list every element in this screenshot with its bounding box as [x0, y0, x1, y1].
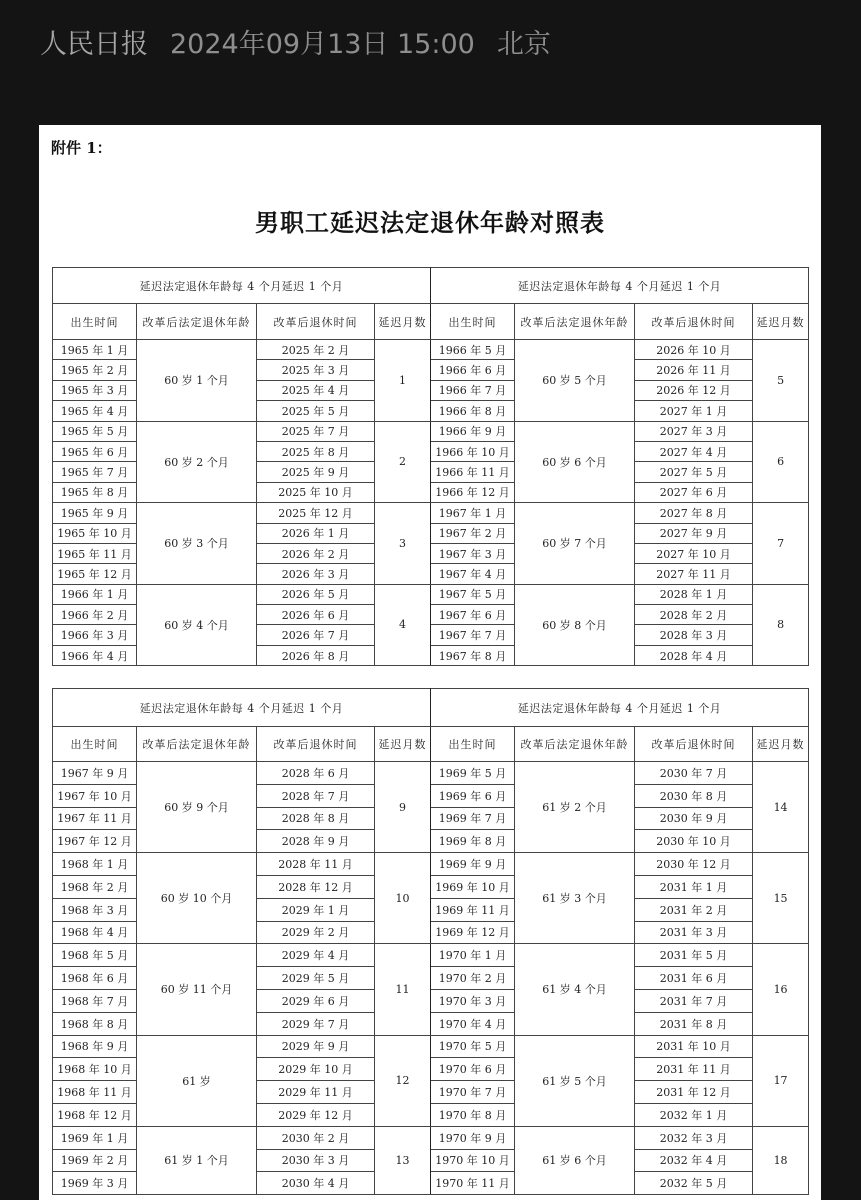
- retirement-time-cell: 2026 年 5 月: [257, 584, 375, 604]
- birth-month-cell: 1968 年 6 月: [53, 967, 137, 990]
- retirement-time-cell: 2026 年 12 月: [635, 380, 753, 400]
- retirement-age-cell: 60 岁 4 个月: [137, 584, 257, 666]
- retirement-age-cell: 60 岁 9 个月: [137, 762, 257, 853]
- retirement-time-cell: 2029 年 6 月: [257, 989, 375, 1012]
- delay-months-cell: 4: [375, 584, 431, 666]
- retirement-time-cell: 2025 年 12 月: [257, 503, 375, 523]
- article-header: [0, 0, 861, 125]
- delay-months-cell: 12: [375, 1035, 431, 1126]
- birth-month-cell: 1970 年 10 月: [431, 1149, 515, 1172]
- retirement-table-1: [52, 267, 808, 666]
- retirement-time-cell: 2032 年 3 月: [635, 1126, 753, 1149]
- table-row: [53, 853, 809, 876]
- retirement-time-cell: 2029 年 2 月: [257, 921, 375, 944]
- birth-month-cell: 1969 年 11 月: [431, 898, 515, 921]
- birth-month-cell: 1968 年 8 月: [53, 1012, 137, 1035]
- retirement-time-cell: 2028 年 6 月: [257, 762, 375, 785]
- retirement-age-cell: 60 岁 3 个月: [137, 503, 257, 585]
- delay-months-cell: 14: [753, 762, 809, 853]
- table-row: [53, 503, 809, 523]
- retirement-time-cell: 2025 年 4 月: [257, 380, 375, 400]
- table-row: [53, 1126, 809, 1149]
- retirement-time-cell: 2031 年 10 月: [635, 1035, 753, 1058]
- table-row: [53, 762, 809, 785]
- retirement-age-cell: 60 岁 1 个月: [137, 340, 257, 422]
- retirement-time-cell: 2028 年 12 月: [257, 875, 375, 898]
- retirement-time-cell: 2027 年 11 月: [635, 564, 753, 584]
- retirement-age-cell: 61 岁 2 个月: [515, 762, 635, 853]
- retirement-time-cell: 2028 年 2 月: [635, 605, 753, 625]
- birth-month-cell: 1969 年 6 月: [431, 784, 515, 807]
- retirement-time-cell: 2026 年 1 月: [257, 523, 375, 543]
- column-header: 改革后退休时间: [257, 727, 375, 762]
- birth-month-cell: 1966 年 5 月: [431, 340, 515, 360]
- retirement-time-cell: 2028 年 8 月: [257, 807, 375, 830]
- retirement-time-cell: 2030 年 12 月: [635, 853, 753, 876]
- retirement-time-cell: 2031 年 1 月: [635, 875, 753, 898]
- birth-month-cell: 1968 年 1 月: [53, 853, 137, 876]
- birth-month-cell: 1967 年 4 月: [431, 564, 515, 584]
- birth-month-cell: 1966 年 8 月: [431, 401, 515, 421]
- publish-time: 2024年09月13日 15:00: [170, 29, 475, 60]
- retirement-time-cell: 2028 年 1 月: [635, 584, 753, 604]
- birth-month-cell: 1968 年 5 月: [53, 944, 137, 967]
- table-row: [53, 584, 809, 604]
- retirement-time-cell: 2031 年 7 月: [635, 989, 753, 1012]
- comparison-table: [52, 267, 809, 666]
- birth-month-cell: 1965 年 2 月: [53, 360, 137, 380]
- birth-month-cell: 1970 年 6 月: [431, 1058, 515, 1081]
- retirement-time-cell: 2028 年 7 月: [257, 784, 375, 807]
- birth-month-cell: 1968 年 4 月: [53, 921, 137, 944]
- column-header: 延迟月数: [375, 727, 431, 762]
- birth-month-cell: 1966 年 1 月: [53, 584, 137, 604]
- retirement-time-cell: 2026 年 3 月: [257, 564, 375, 584]
- delay-months-cell: 6: [753, 421, 809, 503]
- retirement-time-cell: 2028 年 9 月: [257, 830, 375, 853]
- birth-month-cell: 1965 年 3 月: [53, 380, 137, 400]
- column-header: 出生时间: [53, 304, 137, 340]
- birth-month-cell: 1968 年 11 月: [53, 1081, 137, 1104]
- delay-months-cell: 5: [753, 340, 809, 422]
- birth-month-cell: 1970 年 2 月: [431, 967, 515, 990]
- birth-month-cell: 1969 年 12 月: [431, 921, 515, 944]
- source-name[interactable]: 人民日报: [40, 29, 148, 60]
- birth-month-cell: 1965 年 7 月: [53, 462, 137, 482]
- column-header: 改革后退休时间: [257, 304, 375, 340]
- retirement-age-cell: 61 岁 1 个月: [137, 1126, 257, 1194]
- column-header: 改革后法定退休年龄: [515, 304, 635, 340]
- retirement-time-cell: 2025 年 3 月: [257, 360, 375, 380]
- retirement-age-cell: 61 岁 3 个月: [515, 853, 635, 944]
- retirement-time-cell: 2029 年 10 月: [257, 1058, 375, 1081]
- birth-month-cell: 1968 年 12 月: [53, 1103, 137, 1126]
- column-header: 出生时间: [431, 304, 515, 340]
- retirement-time-cell: 2026 年 7 月: [257, 625, 375, 645]
- retirement-time-cell: 2031 年 5 月: [635, 944, 753, 967]
- retirement-time-cell: 2029 年 11 月: [257, 1081, 375, 1104]
- birth-month-cell: 1970 年 5 月: [431, 1035, 515, 1058]
- birth-month-cell: 1970 年 4 月: [431, 1012, 515, 1035]
- retirement-time-cell: 2028 年 4 月: [635, 645, 753, 665]
- publish-location: 北京: [496, 29, 551, 60]
- birth-month-cell: 1966 年 11 月: [431, 462, 515, 482]
- column-header: 改革后退休时间: [635, 727, 753, 762]
- birth-month-cell: 1967 年 10 月: [53, 784, 137, 807]
- delay-months-cell: 17: [753, 1035, 809, 1126]
- retirement-time-cell: 2031 年 11 月: [635, 1058, 753, 1081]
- birth-month-cell: 1966 年 3 月: [53, 625, 137, 645]
- retirement-time-cell: 2028 年 3 月: [635, 625, 753, 645]
- retirement-time-cell: 2026 年 11 月: [635, 360, 753, 380]
- birth-month-cell: 1969 年 7 月: [431, 807, 515, 830]
- birth-month-cell: 1969 年 9 月: [431, 853, 515, 876]
- table-row: [53, 944, 809, 967]
- column-header: 出生时间: [53, 727, 137, 762]
- retirement-age-cell: 60 岁 7 个月: [515, 503, 635, 585]
- delay-months-cell: 13: [375, 1126, 431, 1194]
- retirement-time-cell: 2032 年 4 月: [635, 1149, 753, 1172]
- retirement-time-cell: 2029 年 5 月: [257, 967, 375, 990]
- retirement-age-cell: 61 岁: [137, 1035, 257, 1126]
- birth-month-cell: 1968 年 10 月: [53, 1058, 137, 1081]
- retirement-time-cell: 2027 年 5 月: [635, 462, 753, 482]
- retirement-time-cell: 2027 年 6 月: [635, 482, 753, 502]
- document-image: [39, 125, 821, 1200]
- birth-month-cell: 1966 年 9 月: [431, 421, 515, 441]
- column-header: 延迟月数: [753, 304, 809, 340]
- birth-month-cell: 1968 年 3 月: [53, 898, 137, 921]
- retirement-age-cell: 61 岁 4 个月: [515, 944, 635, 1035]
- retirement-age-cell: 60 岁 5 个月: [515, 340, 635, 422]
- column-header: 延迟月数: [753, 727, 809, 762]
- delay-months-cell: 7: [753, 503, 809, 585]
- birth-month-cell: 1967 年 9 月: [53, 762, 137, 785]
- birth-month-cell: 1965 年 1 月: [53, 340, 137, 360]
- birth-month-cell: 1970 年 3 月: [431, 989, 515, 1012]
- birth-month-cell: 1970 年 7 月: [431, 1081, 515, 1104]
- birth-month-cell: 1970 年 11 月: [431, 1172, 515, 1195]
- group-caption-left: 延迟法定退休年龄每 4 个月延迟 1 个月: [53, 689, 431, 727]
- delay-months-cell: 18: [753, 1126, 809, 1194]
- retirement-time-cell: 2031 年 2 月: [635, 898, 753, 921]
- birth-month-cell: 1967 年 1 月: [431, 503, 515, 523]
- retirement-time-cell: 2030 年 2 月: [257, 1126, 375, 1149]
- birth-month-cell: 1969 年 5 月: [431, 762, 515, 785]
- document-title: 男职工延迟法定退休年龄对照表: [255, 208, 605, 237]
- delay-months-cell: 10: [375, 853, 431, 944]
- birth-month-cell: 1966 年 2 月: [53, 605, 137, 625]
- delay-months-cell: 2: [375, 421, 431, 503]
- birth-month-cell: 1966 年 12 月: [431, 482, 515, 502]
- retirement-time-cell: 2026 年 8 月: [257, 645, 375, 665]
- birth-month-cell: 1966 年 4 月: [53, 645, 137, 665]
- delay-months-cell: 16: [753, 944, 809, 1035]
- retirement-time-cell: 2028 年 11 月: [257, 853, 375, 876]
- column-header: 延迟月数: [375, 304, 431, 340]
- retirement-time-cell: 2030 年 8 月: [635, 784, 753, 807]
- birth-month-cell: 1967 年 11 月: [53, 807, 137, 830]
- birth-month-cell: 1969 年 8 月: [431, 830, 515, 853]
- retirement-time-cell: 2027 年 3 月: [635, 421, 753, 441]
- retirement-time-cell: 2026 年 2 月: [257, 543, 375, 563]
- retirement-time-cell: 2027 年 9 月: [635, 523, 753, 543]
- birth-month-cell: 1967 年 3 月: [431, 543, 515, 563]
- birth-month-cell: 1966 年 10 月: [431, 441, 515, 461]
- birth-month-cell: 1965 年 11 月: [53, 543, 137, 563]
- retirement-time-cell: 2026 年 6 月: [257, 605, 375, 625]
- retirement-time-cell: 2025 年 9 月: [257, 462, 375, 482]
- birth-month-cell: 1966 年 7 月: [431, 380, 515, 400]
- birth-month-cell: 1965 年 8 月: [53, 482, 137, 502]
- table-row: [53, 340, 809, 360]
- retirement-time-cell: 2031 年 3 月: [635, 921, 753, 944]
- column-header: 出生时间: [431, 727, 515, 762]
- delay-months-cell: 3: [375, 503, 431, 585]
- retirement-time-cell: 2027 年 4 月: [635, 441, 753, 461]
- retirement-time-cell: 2026 年 10 月: [635, 340, 753, 360]
- retirement-time-cell: 2029 年 1 月: [257, 898, 375, 921]
- birth-month-cell: 1965 年 4 月: [53, 401, 137, 421]
- retirement-time-cell: 2031 年 12 月: [635, 1081, 753, 1104]
- retirement-age-cell: 60 岁 8 个月: [515, 584, 635, 666]
- birth-month-cell: 1967 年 5 月: [431, 584, 515, 604]
- retirement-time-cell: 2032 年 1 月: [635, 1103, 753, 1126]
- attachment-label: 附件 1：: [51, 139, 112, 157]
- retirement-age-cell: 60 岁 6 个月: [515, 421, 635, 503]
- birth-month-cell: 1965 年 12 月: [53, 564, 137, 584]
- retirement-age-cell: 60 岁 11 个月: [137, 944, 257, 1035]
- retirement-age-cell: 60 岁 10 个月: [137, 853, 257, 944]
- retirement-age-cell: 61 岁 6 个月: [515, 1126, 635, 1194]
- retirement-age-cell: 61 岁 5 个月: [515, 1035, 635, 1126]
- delay-months-cell: 1: [375, 340, 431, 422]
- column-header: 改革后法定退休年龄: [137, 304, 257, 340]
- birth-month-cell: 1969 年 3 月: [53, 1172, 137, 1195]
- birth-month-cell: 1968 年 9 月: [53, 1035, 137, 1058]
- retirement-table-2: [52, 688, 808, 1195]
- birth-month-cell: 1967 年 2 月: [431, 523, 515, 543]
- birth-month-cell: 1968 年 7 月: [53, 989, 137, 1012]
- birth-month-cell: 1970 年 1 月: [431, 944, 515, 967]
- column-header: 改革后退休时间: [635, 304, 753, 340]
- birth-month-cell: 1966 年 6 月: [431, 360, 515, 380]
- retirement-time-cell: 2030 年 9 月: [635, 807, 753, 830]
- birth-month-cell: 1969 年 1 月: [53, 1126, 137, 1149]
- retirement-time-cell: 2025 年 5 月: [257, 401, 375, 421]
- retirement-time-cell: 2025 年 10 月: [257, 482, 375, 502]
- retirement-time-cell: 2030 年 10 月: [635, 830, 753, 853]
- group-caption-right: 延迟法定退休年龄每 4 个月延迟 1 个月: [431, 689, 809, 727]
- retirement-time-cell: 2027 年 1 月: [635, 401, 753, 421]
- birth-month-cell: 1969 年 2 月: [53, 1149, 137, 1172]
- birth-month-cell: 1965 年 6 月: [53, 441, 137, 461]
- retirement-time-cell: 2027 年 8 月: [635, 503, 753, 523]
- article-meta: [40, 22, 551, 61]
- birth-month-cell: 1967 年 6 月: [431, 605, 515, 625]
- birth-month-cell: 1965 年 9 月: [53, 503, 137, 523]
- retirement-time-cell: 2027 年 10 月: [635, 543, 753, 563]
- birth-month-cell: 1969 年 10 月: [431, 875, 515, 898]
- retirement-time-cell: 2031 年 6 月: [635, 967, 753, 990]
- table-row: [53, 1035, 809, 1058]
- birth-month-cell: 1965 年 5 月: [53, 421, 137, 441]
- birth-month-cell: 1967 年 8 月: [431, 645, 515, 665]
- delay-months-cell: 15: [753, 853, 809, 944]
- birth-month-cell: 1970 年 9 月: [431, 1126, 515, 1149]
- retirement-time-cell: 2032 年 5 月: [635, 1172, 753, 1195]
- retirement-time-cell: 2029 年 9 月: [257, 1035, 375, 1058]
- retirement-age-cell: 60 岁 2 个月: [137, 421, 257, 503]
- retirement-time-cell: 2030 年 4 月: [257, 1172, 375, 1195]
- group-caption-left: 延迟法定退休年龄每 4 个月延迟 1 个月: [53, 268, 431, 304]
- delay-months-cell: 8: [753, 584, 809, 666]
- column-header: 改革后法定退休年龄: [137, 727, 257, 762]
- birth-month-cell: 1965 年 10 月: [53, 523, 137, 543]
- table-row: [53, 421, 809, 441]
- retirement-time-cell: 2025 年 7 月: [257, 421, 375, 441]
- retirement-time-cell: 2029 年 12 月: [257, 1103, 375, 1126]
- birth-month-cell: 1970 年 8 月: [431, 1103, 515, 1126]
- retirement-time-cell: 2029 年 7 月: [257, 1012, 375, 1035]
- birth-month-cell: 1968 年 2 月: [53, 875, 137, 898]
- retirement-time-cell: 2025 年 8 月: [257, 441, 375, 461]
- retirement-time-cell: 2029 年 4 月: [257, 944, 375, 967]
- delay-months-cell: 11: [375, 944, 431, 1035]
- birth-month-cell: 1967 年 12 月: [53, 830, 137, 853]
- retirement-time-cell: 2031 年 8 月: [635, 1012, 753, 1035]
- group-caption-right: 延迟法定退休年龄每 4 个月延迟 1 个月: [431, 268, 809, 304]
- comparison-table: [52, 688, 809, 1195]
- birth-month-cell: 1967 年 7 月: [431, 625, 515, 645]
- retirement-time-cell: 2030 年 3 月: [257, 1149, 375, 1172]
- delay-months-cell: 9: [375, 762, 431, 853]
- retirement-time-cell: 2030 年 7 月: [635, 762, 753, 785]
- retirement-time-cell: 2025 年 2 月: [257, 340, 375, 360]
- column-header: 改革后法定退休年龄: [515, 727, 635, 762]
